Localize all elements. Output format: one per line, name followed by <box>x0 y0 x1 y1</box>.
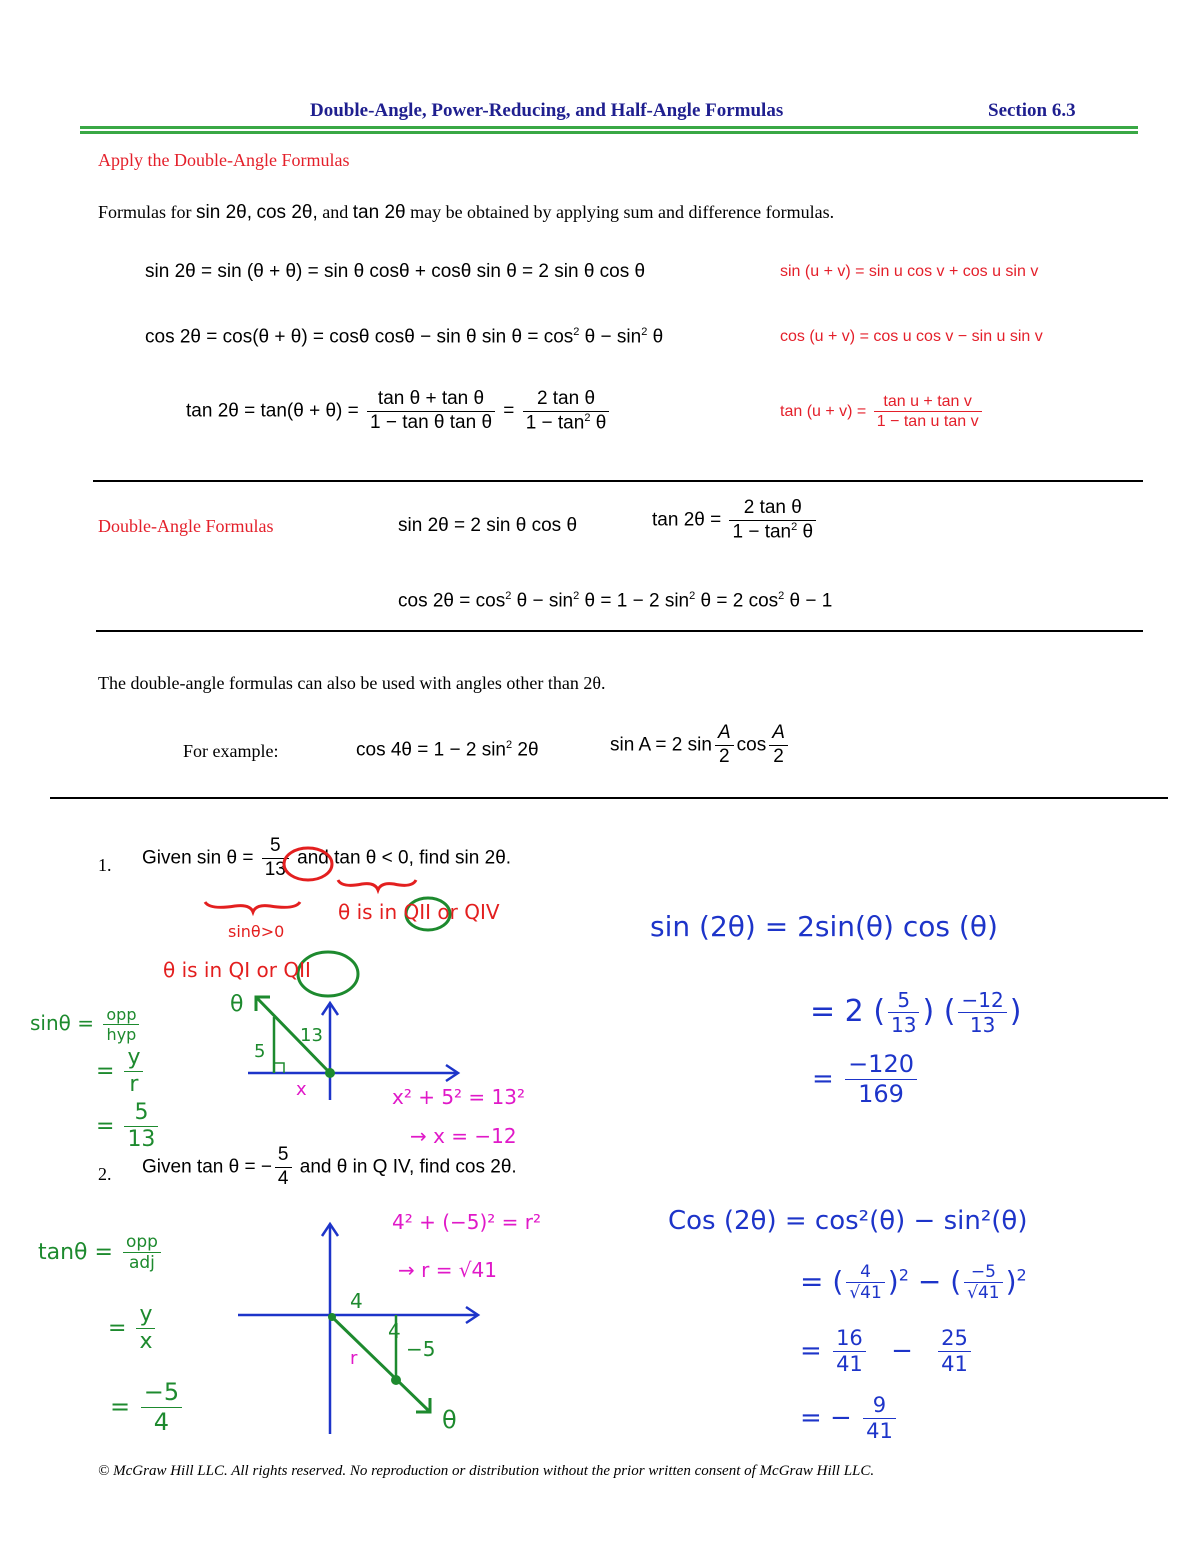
p2-w2-paren4: ) <box>1005 1264 1017 1298</box>
intro-pre: Formulas for <box>98 202 192 222</box>
p1-w3-num: −120 <box>845 1050 917 1080</box>
section-label: Section 6.3 <box>988 100 1076 121</box>
box-cos-d: θ = 2 cos <box>695 590 779 612</box>
p2-label-r: r <box>350 1348 358 1369</box>
tan-deriv-eq: = <box>503 400 515 422</box>
p2-label-4b: 4 <box>388 1319 401 1343</box>
box-tan-den-b: θ <box>797 521 814 543</box>
p2-w2-frac2 <box>964 1262 1002 1304</box>
p1-def-num: opp <box>103 1005 139 1025</box>
p1-given: Given sin θ = <box>142 847 254 869</box>
box-cos-sq3: 2 <box>689 590 696 602</box>
p1-yr <box>96 1045 146 1099</box>
p1-yr-num: y <box>124 1045 143 1072</box>
intro-post: may be obtained by applying sum and difference formulas. <box>410 202 835 222</box>
p2-frac-den: 4 <box>277 1167 289 1189</box>
box-cos-c: θ = 1 − 2 sin <box>579 590 690 612</box>
box-label: Double-Angle Formulas <box>98 516 274 536</box>
p2-label-4a: 4 <box>350 1289 363 1313</box>
p2-label-neg5: −5 <box>406 1337 436 1361</box>
p1-def-den: hyp <box>106 1025 137 1045</box>
box-tan-den-a: 1 − tan <box>732 521 792 543</box>
ex1-a: cos 4θ = 1 − 2 sin <box>356 739 506 761</box>
box-tan-num: 2 tan θ <box>729 497 816 521</box>
p1-w3-eq: = <box>812 1063 834 1094</box>
p2-w2-minus: − <box>917 1264 942 1298</box>
problem1-number: 1. <box>98 855 112 875</box>
box-cos-a: cos 2θ = cos <box>398 590 506 612</box>
p1-w3-den: 169 <box>858 1079 904 1108</box>
p1-work-line1: sin (2θ) = 2sin(θ) cos (θ) <box>650 910 998 943</box>
p2-val-num: −5 <box>141 1378 182 1408</box>
p2-work-line3 <box>800 1326 974 1377</box>
p2-pythagoras: 4² + (−5)² = r² <box>392 1210 542 1234</box>
p2-w2-f1d: √41 <box>849 1283 882 1304</box>
p2-rest: and θ in Q IV, find cos 2θ. <box>299 1156 517 1178</box>
box-cos-b: θ − sin <box>511 590 574 612</box>
p1-work-line3 <box>812 1050 920 1109</box>
p1-right-angle <box>274 1063 284 1073</box>
p2-w2-sq1: 2 <box>898 1265 909 1285</box>
p2-w3-frac1 <box>833 1326 866 1377</box>
p2-w3-f2d: 41 <box>941 1352 968 1377</box>
p2-w2-f2n: −5 <box>964 1262 1002 1283</box>
box-tan-sq: 2 <box>791 520 798 533</box>
p1-w2-f1d: 13 <box>891 1013 917 1037</box>
p1-frac-num: 5 <box>262 835 289 859</box>
p1-w2-frac2 <box>958 988 1006 1037</box>
p1-def-lhs: sinθ = <box>30 1011 95 1036</box>
p2-label-theta: θ <box>442 1406 457 1434</box>
p2-w4-den: 41 <box>866 1419 893 1444</box>
tan-frac1-num: tan θ + tan θ <box>367 388 495 412</box>
p2-val-den: 4 <box>153 1407 170 1436</box>
p1-w2-paren4: ) <box>1009 994 1022 1029</box>
tan-brace <box>338 880 416 890</box>
tan-frac2-num: 2 tan θ <box>523 388 610 412</box>
tan-ref-den: 1 − tan u tan v <box>876 413 979 431</box>
tan-ref-lhs: tan (u + v) = <box>780 402 867 420</box>
p2-w2-paren1: ( <box>832 1264 844 1298</box>
p1-yr-frac <box>124 1045 143 1099</box>
problem2-number: 2. <box>98 1164 112 1184</box>
cos-deriv-b: θ − sin <box>579 326 642 348</box>
p2-w2-frac1 <box>846 1262 884 1304</box>
p1-val-eq: = <box>96 1113 115 1139</box>
sin-sum-formula: sin (u + v) = sin u cos v + cos u sin v <box>780 263 1039 280</box>
p2-w3-frac2 <box>938 1326 971 1377</box>
note-quadrant-a: θ is in QII or QIV <box>338 900 500 924</box>
p2-def-num: opp <box>123 1232 161 1253</box>
p2-w2-f1n: 4 <box>846 1262 884 1283</box>
p1-x-result: → x = −12 <box>410 1124 517 1148</box>
p2-work-line1: Cos (2θ) = cos²(θ) − sin²(θ) <box>668 1206 1028 1236</box>
p2-frac <box>275 1144 292 1191</box>
p1-yr-den: r <box>129 1072 139 1098</box>
p1-work-line2 <box>810 988 1021 1037</box>
sin-derivation: sin 2θ = sin (θ + θ) = sin θ cosθ + cosθ sin θ = 2 sin θ cos θ <box>145 261 646 282</box>
tan-frac2-den-a: 1 − tan <box>525 412 585 434</box>
ex2-frac2-num: A <box>769 722 788 746</box>
p2-yx <box>108 1302 158 1356</box>
p1-def-frac <box>103 1005 139 1044</box>
p1-def <box>30 1005 142 1044</box>
p2-val-frac <box>141 1378 182 1437</box>
p1-w2-paren1: ( <box>873 994 886 1029</box>
box-cos-sq1: 2 <box>505 590 512 602</box>
tan-frac2-sq: 2 <box>584 411 591 424</box>
p1-label-theta: θ <box>230 992 244 1017</box>
cos-deriv-sq1: 2 <box>573 326 580 338</box>
note-sin-positive: sinθ>0 <box>228 922 285 941</box>
and-circle <box>284 848 332 880</box>
tan-ref-num: tan u + tan v <box>874 392 982 412</box>
p1-val-num: 5 <box>124 1100 158 1127</box>
p1-label-13: 13 <box>300 1025 323 1046</box>
p2-origin-dot <box>328 1313 336 1321</box>
p1-pythagoras: x² + 5² = 13² <box>392 1085 526 1109</box>
p2-w3-f2n: 25 <box>938 1326 971 1352</box>
p2-w2-sq2: 2 <box>1016 1265 1027 1285</box>
problem2-diagram <box>230 1212 490 1442</box>
other-angles-text: The double-angle formulas can also be used with angles other than 2θ. <box>98 673 606 693</box>
box-cos-sq2: 2 <box>573 590 580 602</box>
p2-val <box>110 1378 185 1437</box>
box-cos-sq4: 2 <box>778 590 785 602</box>
p2-w3-f1d: 41 <box>836 1352 863 1377</box>
p1-w2-f2n: −12 <box>958 988 1006 1013</box>
p2-yx-den: x <box>139 1329 153 1355</box>
box-cos-e: θ − 1 <box>784 590 833 612</box>
tan-deriv-lhs: tan 2θ = tan(θ + θ) = <box>186 400 359 422</box>
ex1-sq: 2 <box>506 739 513 751</box>
p2-w4-eq: = − <box>800 1403 852 1434</box>
cos-deriv-sq2: 2 <box>641 326 648 338</box>
p2-w2-f2d: √41 <box>967 1283 1000 1304</box>
p1-w2-f1n: 5 <box>888 988 919 1013</box>
p2-w2-eq: = <box>800 1264 824 1298</box>
p1-yr-eq: = <box>96 1058 115 1084</box>
p2-def-lhs: tanθ = <box>38 1239 113 1265</box>
cos-deriv-a: cos 2θ = cos(θ + θ) = cosθ cosθ − sin θ sin θ = cos <box>145 326 574 348</box>
ex1-b: 2θ <box>512 739 539 761</box>
p1-w2-eq: = 2 <box>810 994 864 1029</box>
page-title: Double-Angle, Power-Reducing, and Half-Angle Formulas <box>310 100 784 121</box>
p2-yx-num: y <box>136 1302 155 1329</box>
p2-yx-frac <box>136 1302 155 1356</box>
problem2-statement <box>142 1144 517 1191</box>
intro-cos2: cos 2θ, <box>256 202 318 223</box>
p2-def-frac <box>123 1232 161 1274</box>
p2-def-den: adj <box>128 1253 155 1274</box>
example-label: For example: <box>183 741 279 761</box>
intro-tan2: tan 2θ <box>352 202 406 223</box>
tan-frac1-den: 1 − tan θ tan θ <box>370 411 493 433</box>
p1-w2-frac1 <box>888 988 919 1037</box>
p2-val-eq: = <box>110 1392 131 1421</box>
p2-yx-eq: = <box>108 1315 127 1341</box>
p1-w2-paren2: ) <box>922 994 935 1029</box>
ex2-frac1-den: 2 <box>718 745 730 767</box>
p1-label-5: 5 <box>254 1041 266 1062</box>
intro-sin2: sin 2θ, <box>196 202 252 223</box>
cos-deriv-c: θ <box>647 326 664 348</box>
p1-w2-f2d: 13 <box>969 1013 996 1037</box>
p2-frac-num: 5 <box>275 1144 292 1168</box>
p1-and: and <box>297 847 329 869</box>
ex2-a: sin A = 2 sin <box>610 734 712 756</box>
box-tan-lhs: tan 2θ = <box>652 509 722 531</box>
p1-origin-dot <box>325 1068 335 1078</box>
p2-terminal-ray <box>330 1315 430 1412</box>
tan-frac2-den-b: θ <box>590 412 607 434</box>
note-quadrant-b: θ is in QI or QII <box>163 958 311 982</box>
p2-point-dot <box>391 1375 401 1385</box>
cos-sum-formula: cos (u + v) = cos u cos v − sin u sin v <box>780 328 1043 345</box>
p2-work-line2 <box>800 1262 1027 1304</box>
section-heading: Apply the Double-Angle Formulas <box>98 150 350 170</box>
ex2-cos: cos <box>736 734 767 756</box>
intro-and: and <box>322 202 349 222</box>
p2-w2-paren2: ) <box>887 1264 899 1298</box>
p1-val-den: 13 <box>127 1127 156 1153</box>
sin-brace <box>205 902 300 912</box>
p2-def <box>38 1232 164 1274</box>
p2-w3-f1n: 16 <box>833 1326 866 1352</box>
p1-w2-paren3: ( <box>943 994 956 1029</box>
p2-work-line4 <box>800 1393 899 1444</box>
box-sin-formula: sin 2θ = 2 sin θ cos θ <box>398 515 578 536</box>
p2-w4-num: 9 <box>863 1393 896 1419</box>
p1-label-x: x <box>296 1079 307 1100</box>
p2-w3-eq: = <box>800 1336 822 1367</box>
p1-frac-den: 13 <box>264 858 286 880</box>
p2-w3-minus: − <box>891 1336 913 1367</box>
ex2-frac2-den: 2 <box>773 745 784 767</box>
p2-w4-frac <box>863 1393 896 1444</box>
p2-r-result: → r = √41 <box>398 1258 498 1282</box>
p1-cond: tan θ < 0, find sin 2θ. <box>334 847 512 869</box>
ex2-frac1-num: A <box>715 722 734 746</box>
p2-given: Given tan θ = − <box>142 1156 272 1178</box>
p1-w3-frac <box>845 1050 917 1109</box>
copyright-footer: © McGraw Hill LLC. All rights reserved. No reproduction or distribution without the prior written consent of McGraw Hill LLC. <box>98 1463 875 1479</box>
p2-w2-paren3: ( <box>950 1264 962 1298</box>
